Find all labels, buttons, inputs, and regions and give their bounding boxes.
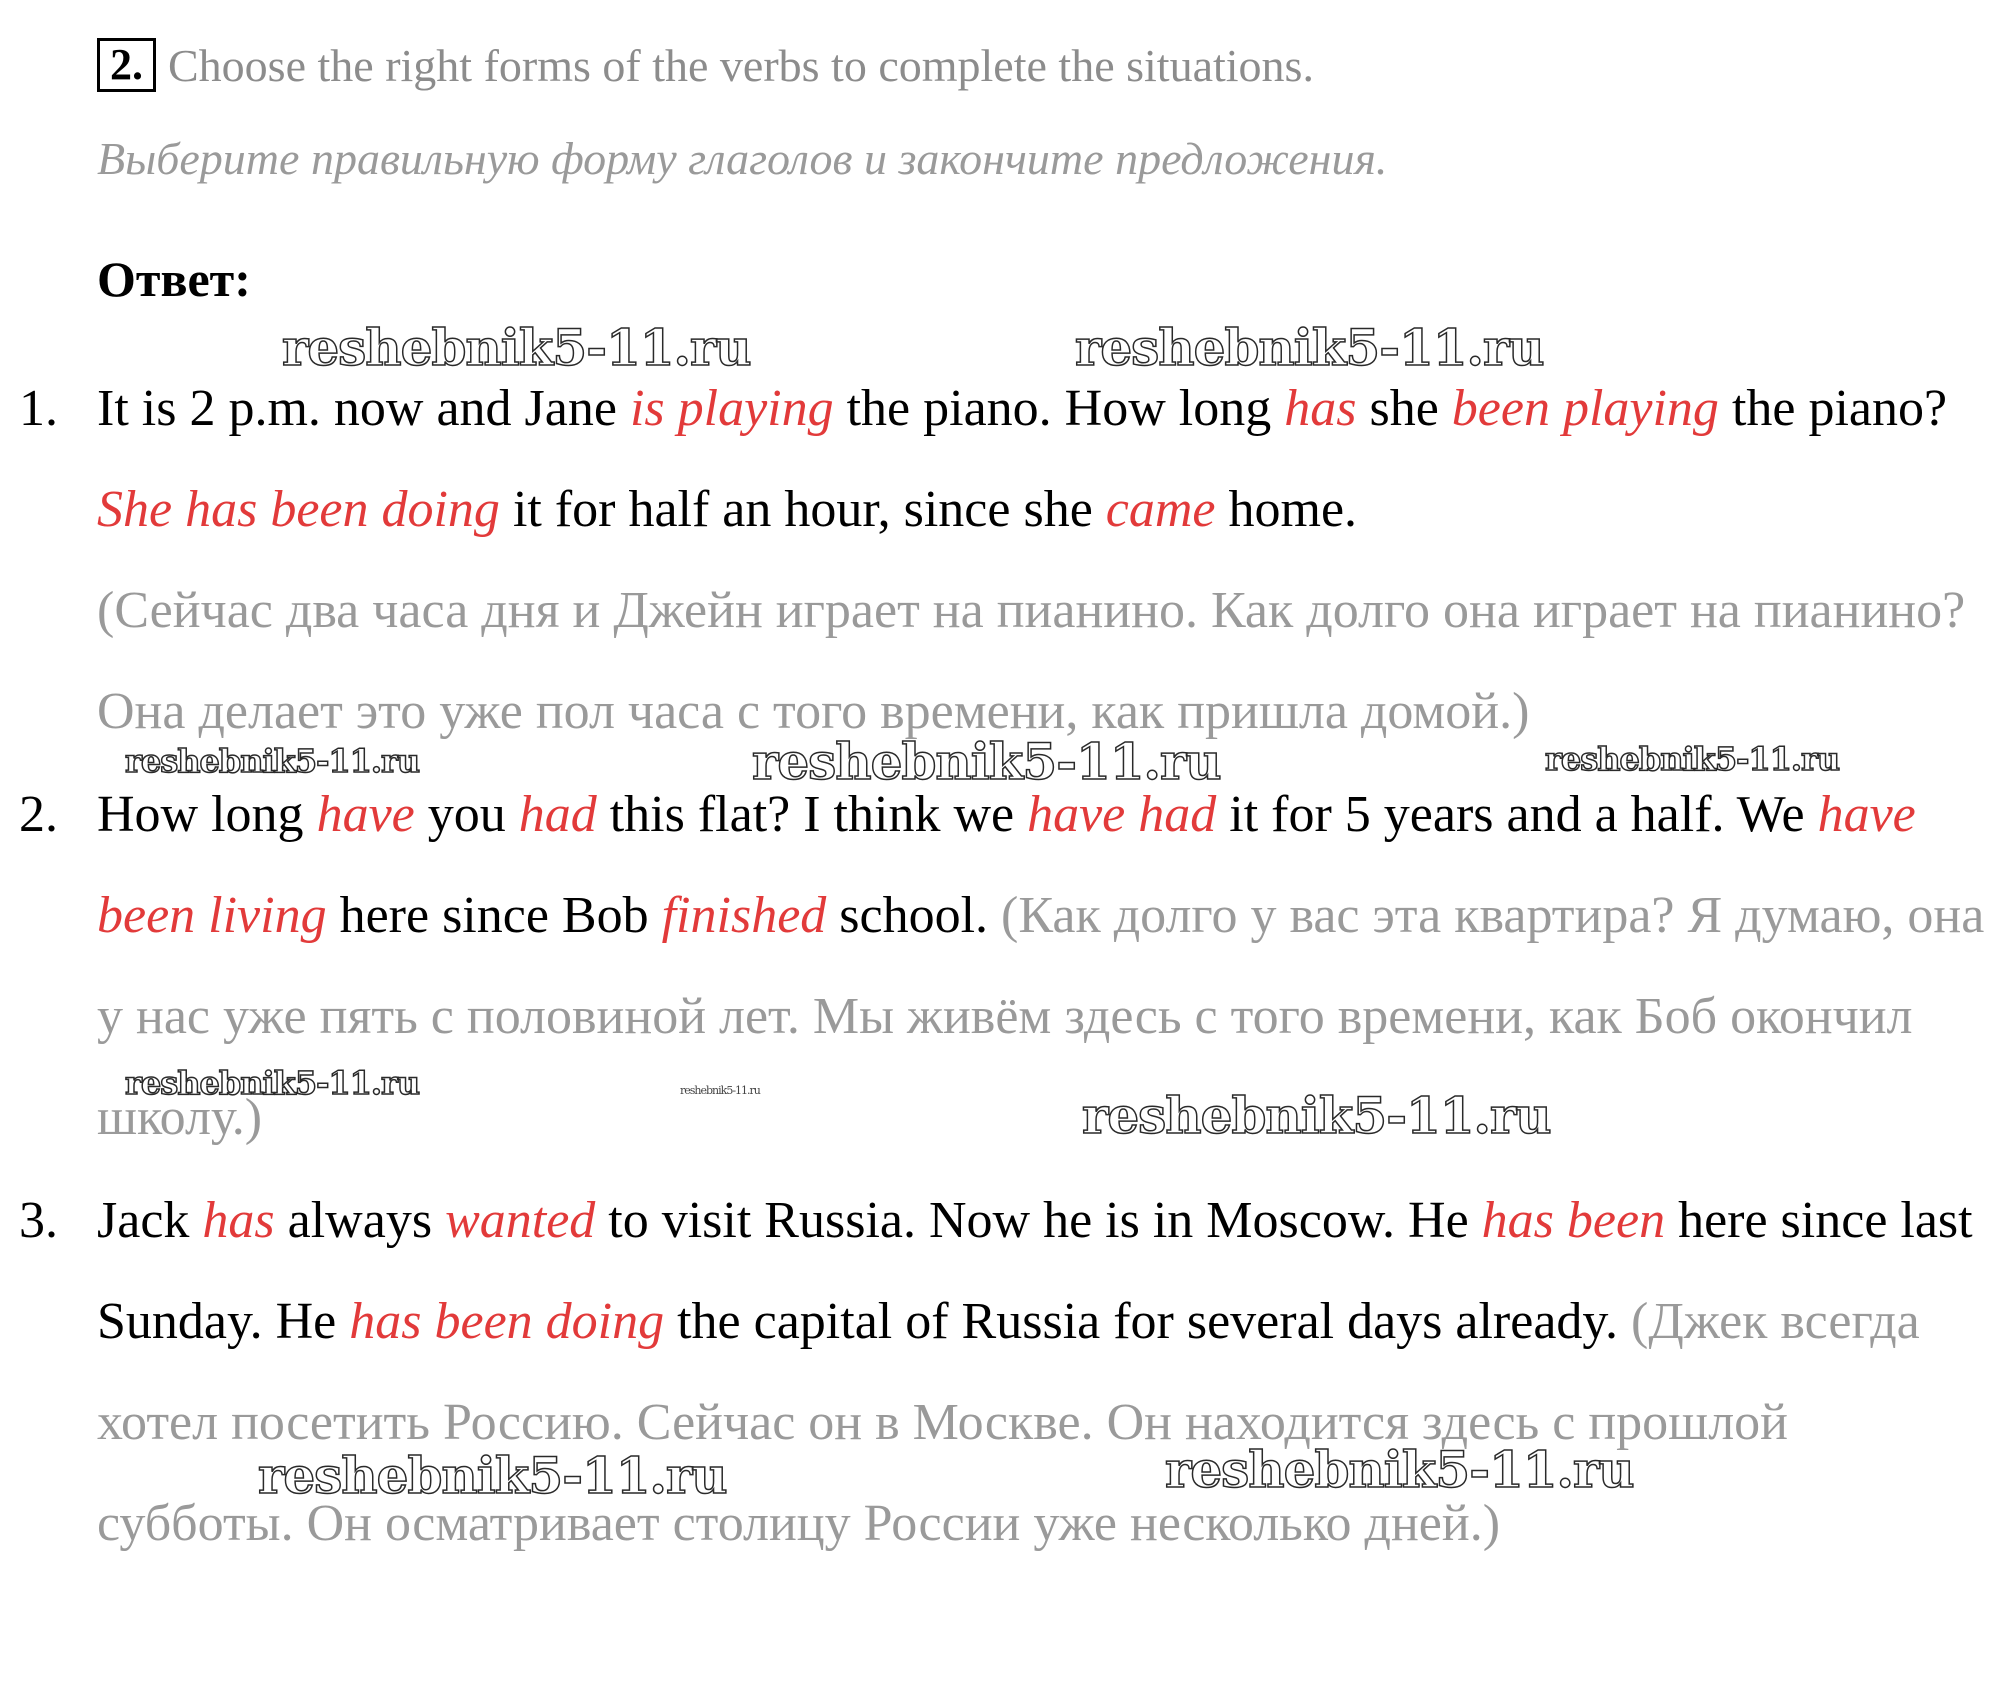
sentence-text: It is 2 p.m. now and Jane (97, 380, 630, 437)
watermark: reshebnik5-11.ru (1165, 1440, 1634, 1499)
watermark: reshebnik5-11.ru (1545, 740, 1840, 778)
answer-verb: have (316, 786, 415, 843)
sentence-text: she (1356, 380, 1452, 437)
sentence-text: here since Bob (326, 887, 662, 944)
sentence-text: school. (826, 887, 989, 944)
sentence-text: the piano? (1718, 380, 1948, 437)
sentence-text: here since last Sunday. He (97, 1192, 1973, 1350)
instruction-english: Choose the right forms of the verbs to complete the situations. (168, 39, 1314, 91)
answer-verb: been playing (1451, 380, 1719, 437)
sentence-text: Jack (97, 1192, 203, 1249)
answer-item-2 (19, 764, 1987, 1168)
answer-item-3 (19, 1170, 1987, 1574)
exercise-number: 2. (97, 38, 156, 92)
watermark: reshebnik5-11.ru (125, 742, 420, 780)
item-text (97, 380, 1965, 740)
russian-translation: (Джек всегда хотел посетить Россию. Сейчас он в Москве. Он находится здесь с прошлой субботы. Он осматривает столицу России уже несколько дней.) (97, 1293, 1920, 1552)
answer-verb: had (518, 786, 597, 843)
item-number: 1. (19, 380, 58, 437)
sentence-text: to visit Russia. Now he is in Moscow. He (595, 1192, 1482, 1249)
answer-verb: wanted (445, 1192, 596, 1249)
sentence-text: always (274, 1192, 446, 1249)
answer-verb: is playing (629, 380, 834, 437)
answer-verb: came (1105, 481, 1216, 538)
sentence-text: it for half an hour, since she (499, 481, 1106, 538)
instruction-russian: Выберите правильную форму глаголов и закончите предложения. (97, 133, 1388, 184)
watermark: reshebnik5-11.ru (258, 1446, 727, 1505)
answer-label: Ответ: (97, 251, 251, 307)
watermark: reshebnik5-11.ru (752, 732, 1221, 791)
answer-verb: have had (1027, 786, 1217, 843)
answer-verb: finished (661, 887, 827, 944)
answer-verb: has been doing (349, 1293, 665, 1350)
exercise-header (97, 38, 1314, 92)
answer-verb: have been living (97, 786, 1916, 944)
watermark: reshebnik5-11.ru (282, 318, 751, 377)
sentence-text: the capital of Russia for several days already. (664, 1293, 1619, 1350)
answer-verb: has (202, 1192, 275, 1249)
watermark: reshebnik5-11.ru (680, 1084, 760, 1097)
answer-verb: has been (1481, 1192, 1666, 1249)
sentence-text: this flat? I think we (596, 786, 1028, 843)
sentence-text: How long (97, 786, 317, 843)
russian-translation: (Как долго у вас эта квартира? Я думаю, она у нас уже пять с половиной лет. Мы живём здесь с того времени, как Боб окончил школу.) (97, 887, 1985, 1146)
watermark: reshebnik5-11.ru (1075, 318, 1544, 377)
item-number: 3. (19, 1192, 58, 1249)
watermark: reshebnik5-11.ru (1082, 1086, 1551, 1145)
sentence-text: home. (1215, 481, 1358, 538)
russian-translation: (Сейчас два часа дня и Джейн играет на пианино. Как долго она играет на пианино? Она делает это уже пол часа с того времени, как пришла домой.) (97, 582, 1966, 740)
sentence-text: you (414, 786, 519, 843)
watermark: reshebnik5-11.ru (125, 1064, 420, 1102)
answer-item-1 (19, 358, 1987, 762)
sentence-text: the piano. How long (833, 380, 1285, 437)
answer-verb: She has been doing (97, 481, 500, 538)
sentence-text: it for 5 years and a half. We (1216, 786, 1818, 843)
answer-verb: has (1284, 380, 1357, 437)
item-number: 2. (19, 786, 58, 843)
